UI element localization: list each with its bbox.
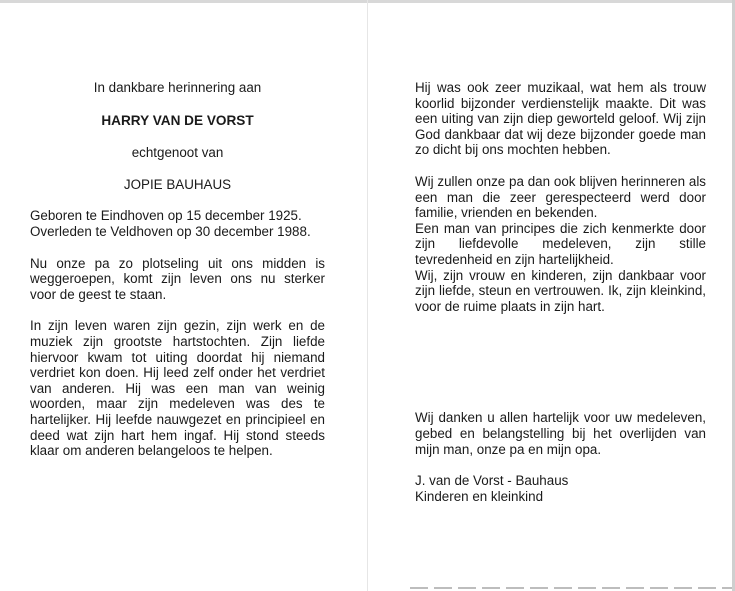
right-column [415, 80, 706, 504]
card-bottom-edge [410, 587, 732, 589]
right-paragraph-2b: Een man van principes die zich kenmerkte door zijn liefdevolle medeleven, zijn stille tevredenheid en zijn hartelijkheid. [415, 220, 706, 267]
birth-line: Geboren te Eindhoven op 15 december 1925. [30, 208, 302, 224]
deceased-name: HARRY VAN DE VORST [101, 112, 254, 128]
thanks-paragraph: Wij danken u allen hartelijk voor uw medeleven, gebed en belangstelling bij het overlijden van mijn man, onze pa en mijn opa. [415, 410, 706, 457]
death-line: Overleden te Veldhoven op 30 december 1988. [30, 223, 311, 239]
intro-line: In dankbare herinnering aan [93, 80, 262, 95]
right-paragraph-2c: Wij, zijn vrouw en kinderen, zijn dankbaar voor zijn liefde, steun en vertrouwen. Ik, zijn kleinkind, voor de ruime plaats in zijn hart. [415, 267, 706, 314]
right-paragraph-2a: Wij zullen onze pa dan ook blijven herinneren als een man die zeer gerespecteerd werd door familie, vrienden en bekenden. [415, 173, 706, 221]
signature-line-1: J. van de Vorst - Bauhaus [415, 473, 569, 489]
left-paragraph-2: In zijn leven waren zijn gezin, zijn werk en de muziek zijn grootste hartstochten. Zijn liefde hiervoor kwam tot uiting doordat hij niemand verdriet kon doen. Hij leed zelf onder het verdriet van anderen. Hij was een man van weinig woorden, maar zijn medeleven was des te hartelijker. Hij leefde nauwgezet en principieel en deed wat zijn hart hem ingaf. Hij stond steeds klaar om anderen belangeloos te helpen. [30, 318, 325, 459]
spouse-intro: echtgenoot van [131, 145, 224, 161]
left-paragraph-1: Nu onze pa zo plotseling uit ons midden is weggeroepen, komt zijn leven ons nu sterker voor de geest te staan. [30, 255, 325, 302]
card-fold-line [367, 0, 368, 591]
right-paragraph-1: Hij was ook zeer muzikaal, wat hem als trouw koorlid bijzonder verdienstelijk maakte. Dit was een uiting van zijn diep geworteld geloof. Wij zijn God dankbaar dat wij deze bijzonder goede man zo dicht bij ons mochten hebben. [415, 80, 706, 158]
spouse-name: JOPIE BAUHAUS [123, 176, 232, 192]
left-column [30, 80, 325, 459]
signature-line-2: Kinderen en kleinkind [415, 488, 544, 504]
